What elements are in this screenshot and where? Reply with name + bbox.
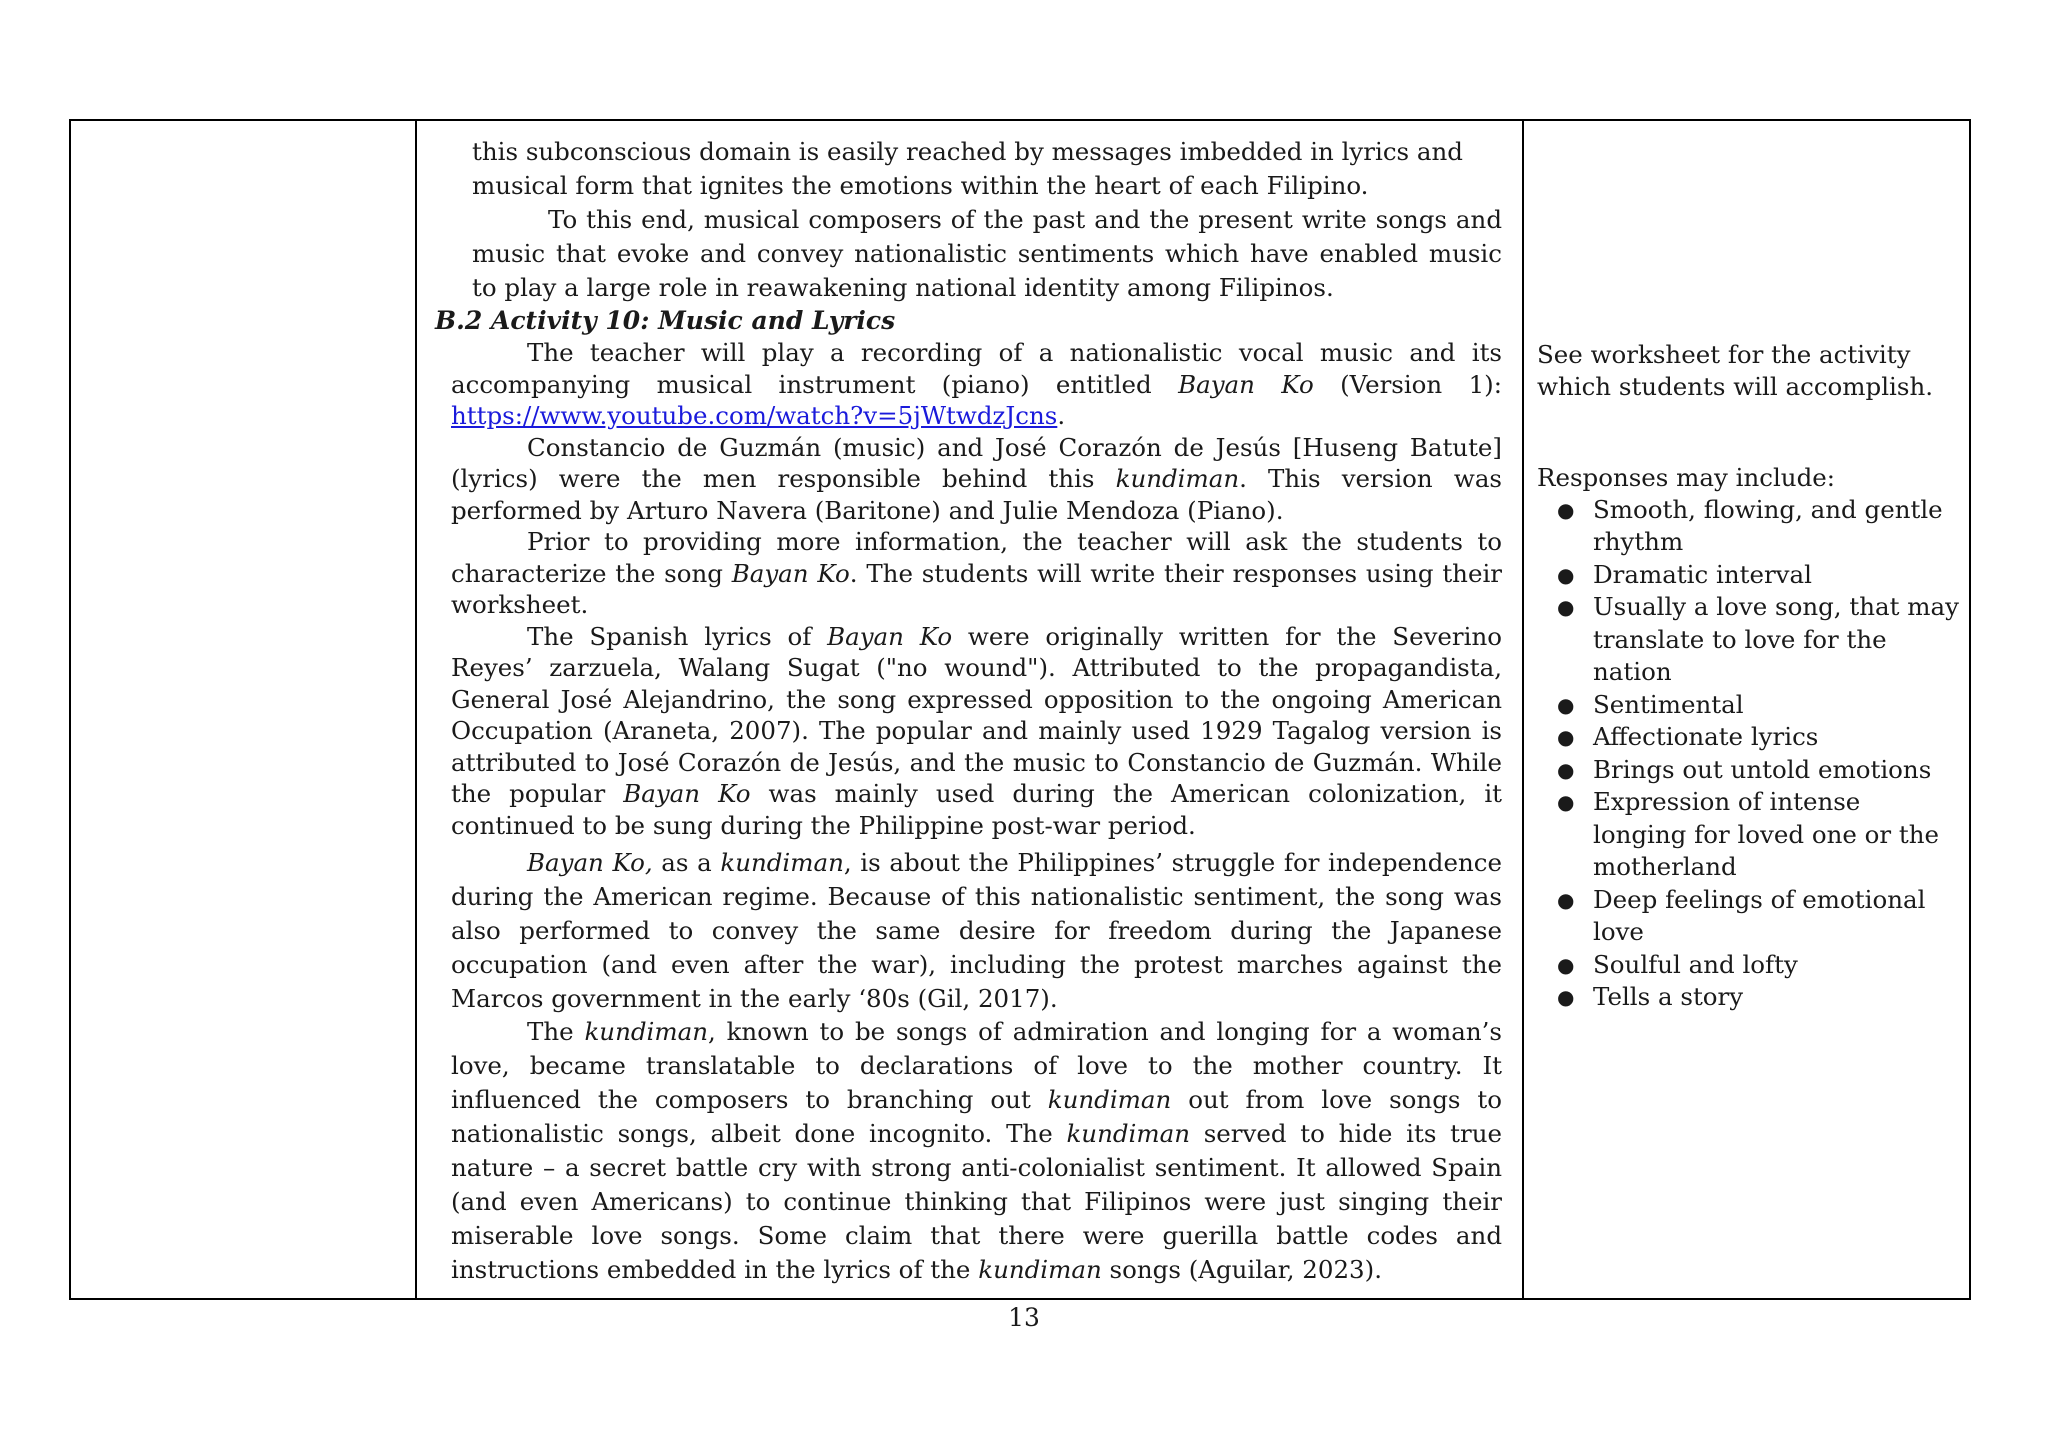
bullet-icon: ● xyxy=(1557,790,1575,814)
text-span: served to hide its true nature – a secret battle cry with strong anti-colonialist sentiment. It allowed Spain (and even Americans) to continue thinking that Filipinos were just singing their miserable love songs. Some claim that there were guerilla battle codes and instructions embedded in the lyrics of the xyxy=(451,1119,1502,1284)
list-item xyxy=(1537,949,1959,982)
text-span: , is about the Philippines’ struggle for independence during the American regime. Because of this nationalistic sentiment, the song was also performed to convey the same desire for freedom during the Japanese occupation (and even after the war), including the protest marches against the Marcos government in the early ‘80s (Gil, 2017). xyxy=(451,848,1502,1013)
text-span: The teacher will play a recording of a nationalistic vocal music and its accompanying musical instrument (piano) entitled xyxy=(451,338,1502,399)
text-span: as a xyxy=(652,848,721,877)
kundiman-term: kundiman xyxy=(584,1017,708,1046)
activity-heading: B.2 Activity 10: Music and Lyrics xyxy=(435,306,896,335)
list-item xyxy=(1537,884,1959,949)
bullet-icon: ● xyxy=(1557,757,1575,782)
paragraph-8 xyxy=(451,1015,1502,1287)
kundiman-term: kundiman xyxy=(1115,464,1240,493)
response-text: Dramatic interval xyxy=(1593,559,1812,589)
paragraph-1a: this subconscious domain is easily reached by messages imbedded in lyrics and xyxy=(472,137,1463,166)
text-span: was mainly used during the American colonization, it continued to be sung during the Philippine post-war period. xyxy=(451,779,1502,840)
response-text: Smooth, flowing, and gentle rhythm xyxy=(1593,494,1943,556)
lesson-table xyxy=(69,119,1971,1300)
text-span: . This version was performed by Arturo Navera (Baritone) and Julie Mendoza (Piano). xyxy=(451,464,1502,525)
paragraph-4 xyxy=(451,432,1502,527)
response-text: Deep feelings of emotional love xyxy=(1593,884,1926,946)
bullet-icon: ● xyxy=(1557,952,1575,977)
empty-left-column xyxy=(71,121,417,1298)
text-span: were originally written for the Severino Reyes’ zarzuela, Walang Sugat ("no wound"). Attributed to the propagandista, General José Alejandrino, the song expressed opposition to the ongoing American Occupation (Araneta, 2007). The popular and mainly used 1929 Tagalog version is attributed to José Corazón de Jesús, and the music to Constancio de Guzmán. While the popular xyxy=(451,621,1502,808)
list-item xyxy=(1537,494,1959,559)
list-item xyxy=(1537,754,1959,787)
bullet-icon: ● xyxy=(1557,887,1575,912)
response-text: Expression of intense longing for loved one or the motherland xyxy=(1593,787,1940,881)
list-item xyxy=(1537,559,1959,592)
response-text: Tells a story xyxy=(1593,982,1744,1011)
list-item xyxy=(1537,591,1959,689)
responses-list xyxy=(1537,494,1959,1014)
list-item xyxy=(1537,721,1959,754)
paragraph-1b: musical form that ignites the emotions within the heart of each Filipino. xyxy=(472,171,1369,200)
text-span: . The students will write their responses using their worksheet. xyxy=(451,558,1503,619)
paragraph-7 xyxy=(451,846,1502,1016)
list-item xyxy=(1537,981,1959,1014)
response-text: Soulful and lofty xyxy=(1593,949,1798,979)
paragraph-3 xyxy=(451,337,1502,432)
text-span: Constancio de Guzmán (music) and José Corazón de Jesús [Huseng Batute] (lyrics) were the men responsible behind this xyxy=(451,432,1502,493)
history-block xyxy=(451,846,1502,1016)
response-text: Affectionate lyrics xyxy=(1593,722,1819,751)
bullet-icon: ● xyxy=(1557,985,1575,1009)
kundiman-block xyxy=(451,1015,1502,1287)
song-title: Bayan Ko xyxy=(1178,369,1314,399)
text-span: songs (Aguilar, 2023). xyxy=(1101,1255,1382,1284)
song-title: Bayan Ko, xyxy=(527,848,653,877)
response-text: Brings out untold emotions xyxy=(1593,754,1932,784)
song-title: Bayan Ko xyxy=(731,558,850,588)
bullet-icon: ● xyxy=(1557,497,1575,522)
worksheet-note: See worksheet for the activity which students will accomplish. xyxy=(1537,340,1934,401)
intro-block xyxy=(472,135,1502,305)
notes-column xyxy=(1524,121,1969,1298)
list-item xyxy=(1537,786,1959,884)
youtube-link[interactable]: https://www.youtube.com/watch?v=5jWtwdzJcns xyxy=(451,401,1058,430)
text-span: out from love songs to nationalistic songs, albeit done incognito. The xyxy=(451,1085,1502,1148)
text-span: Prior to providing more information, the teacher will ask the students to characterize the song xyxy=(451,527,1502,588)
bullet-icon: ● xyxy=(1557,692,1575,717)
kundiman-term: kundiman xyxy=(720,848,844,877)
list-item xyxy=(1537,689,1959,722)
paragraph-6 xyxy=(451,621,1502,842)
paragraph-2: To this end, musical composers of the past and the present write songs and music that evoke and convey nationalistic sentiments which have enabled music to play a large role in reawakening national identity among Filipinos. xyxy=(472,205,1502,302)
text-span: The xyxy=(527,1017,585,1046)
kundiman-term: kundiman xyxy=(978,1255,1102,1284)
song-title: Bayan Ko xyxy=(827,621,953,651)
paragraph-5 xyxy=(451,526,1502,621)
responses-intro: Responses may include: xyxy=(1537,463,1836,492)
text-span: , known to be songs of admiration and longing for a woman’s love, became translatable to declarations of love to the mother country. It influenced the composers to branching out xyxy=(451,1017,1502,1114)
song-title: Bayan Ko xyxy=(623,779,751,808)
page-number: 13 xyxy=(1008,1303,1040,1332)
text-span: . xyxy=(1057,401,1066,430)
bullet-icon: ● xyxy=(1557,562,1575,587)
bullet-icon: ● xyxy=(1557,725,1575,749)
text-span: (Version 1): xyxy=(1313,369,1502,399)
kundiman-term: kundiman xyxy=(1066,1119,1190,1148)
activity-block xyxy=(451,337,1502,841)
bullet-icon: ● xyxy=(1557,595,1575,619)
kundiman-term: kundiman xyxy=(1047,1085,1172,1114)
text-span: The Spanish lyrics of xyxy=(527,621,828,651)
response-text: Sentimental xyxy=(1593,689,1744,719)
response-text: Usually a love song, that may translate to love for the nation xyxy=(1593,592,1959,686)
procedure-column xyxy=(417,121,1524,1298)
